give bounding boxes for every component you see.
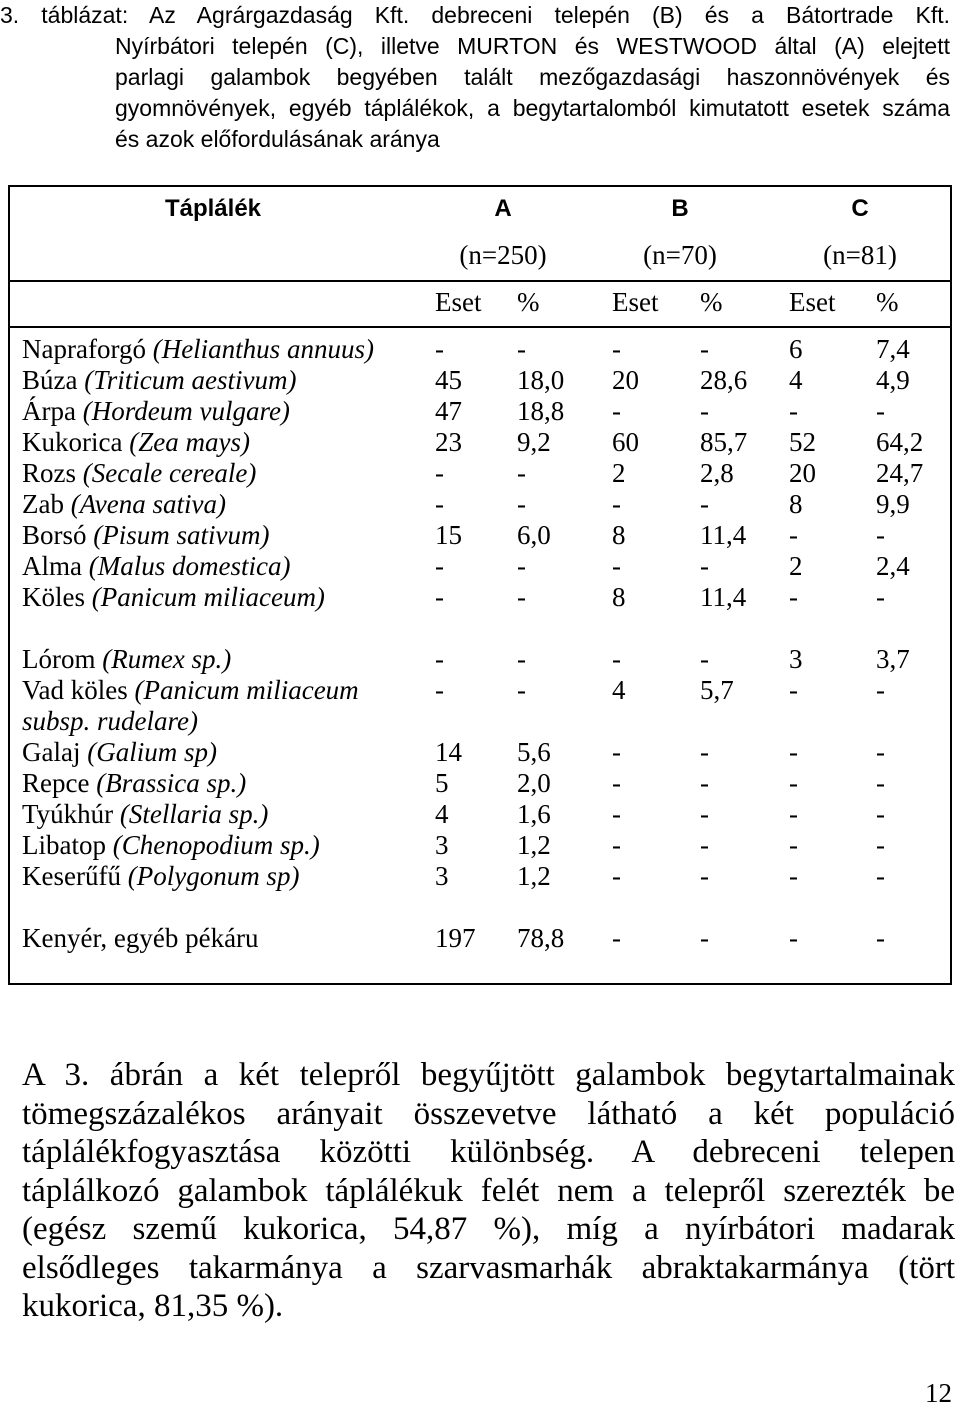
cell-b-eset: -: [612, 737, 621, 767]
cell-c-eset: -: [789, 799, 798, 829]
cell-c-percent: -: [876, 768, 885, 798]
food-label: [22, 861, 417, 892]
cell-b-eset: 20: [612, 365, 639, 395]
column-header-b: [600, 193, 760, 273]
table-row-group: [22, 334, 942, 613]
cell-c-percent: 24,7: [876, 458, 924, 488]
cell-b-percent: -: [700, 799, 709, 829]
food-name: Galaj: [22, 737, 81, 767]
cell-c-eset: 3: [789, 644, 803, 674]
cell-a-eset: -: [435, 582, 444, 612]
food-name: Rozs: [22, 458, 76, 488]
food-label: [22, 334, 417, 365]
table-row: [22, 365, 942, 396]
scientific-name: (Panicum miliaceum subsp. rudelare): [22, 675, 359, 736]
cell-a-eset: 47: [435, 396, 462, 426]
cell-a-eset: 3: [435, 830, 449, 860]
subheader-percent: %: [876, 287, 899, 317]
food-label: [22, 365, 417, 396]
cell-a-eset: 15: [435, 520, 462, 550]
cell-c-percent: 4,9: [876, 365, 910, 395]
paragraph-line: táplálékfogyasztása közötti különbség. A debreceni telepen: [22, 1134, 955, 1170]
table-row: [22, 489, 942, 520]
cell-c-eset: -: [789, 830, 798, 860]
cell-b-percent: -: [700, 551, 709, 581]
table-row: [22, 675, 942, 737]
food-label: [22, 737, 417, 768]
subheader-eset: Eset: [435, 287, 482, 317]
cell-c-eset: 6: [789, 334, 803, 364]
cell-b-eset: -: [612, 551, 621, 581]
cell-c-percent: -: [876, 923, 885, 953]
food-label: [22, 582, 417, 613]
cell-a-percent: 1,2: [517, 861, 551, 891]
food-name: Libatop: [22, 830, 106, 860]
cell-a-percent: 78,8: [517, 923, 565, 953]
cell-c-percent: -: [876, 861, 885, 891]
cell-b-eset: -: [612, 334, 621, 364]
cell-b-percent: -: [700, 768, 709, 798]
column-header-a: [423, 193, 583, 273]
cell-c-percent: -: [876, 799, 885, 829]
table-row: [22, 768, 942, 799]
table-row: [22, 334, 942, 365]
cell-b-eset: -: [612, 768, 621, 798]
scientific-name: (Brassica sp.): [96, 768, 247, 798]
cell-c-eset: -: [789, 737, 798, 767]
cell-a-eset: 5: [435, 768, 449, 798]
cell-c-eset: 8: [789, 489, 803, 519]
caption-line: 3. táblázat: Az Agrárgazdaság Kft. debreceni telepén (B) és a Bátortrade Kft.: [0, 2, 950, 28]
cell-a-percent: 18,0: [517, 365, 565, 395]
cell-c-percent: 9,9: [876, 489, 910, 519]
cell-a-percent: 2,0: [517, 768, 551, 798]
cell-b-percent: 11,4: [700, 582, 747, 612]
cell-b-eset: -: [612, 830, 621, 860]
cell-c-percent: -: [876, 675, 885, 705]
table-row: [22, 520, 942, 551]
food-name: Kukorica: [22, 427, 123, 457]
food-name: Lórom: [22, 644, 96, 674]
table-row: [22, 923, 942, 954]
subheader-percent: %: [517, 287, 540, 317]
cell-a-percent: 6,0: [517, 520, 551, 550]
food-name: Zab: [22, 489, 64, 519]
table-row: [22, 458, 942, 489]
table-row: [22, 830, 942, 861]
subheader-eset: Eset: [612, 287, 659, 317]
caption-line: parlagi galambok begyében talált mezőgazdasági haszonnövények és: [115, 64, 950, 90]
cell-a-percent: -: [517, 582, 526, 612]
cell-a-eset: -: [435, 489, 444, 519]
body-paragraph: [22, 1056, 955, 1326]
food-name: Tyúkhúr: [22, 799, 114, 829]
food-name: Kenyér, egyéb pékáru: [22, 923, 259, 953]
table-row: [22, 861, 942, 892]
table-row: [22, 799, 942, 830]
cell-c-eset: -: [789, 582, 798, 612]
cell-c-eset: -: [789, 675, 798, 705]
food-name: Alma: [22, 551, 82, 581]
cell-a-percent: -: [517, 489, 526, 519]
food-label: [22, 799, 417, 830]
cell-b-eset: 8: [612, 520, 626, 550]
cell-b-percent: -: [700, 489, 709, 519]
cell-a-percent: 1,6: [517, 799, 551, 829]
cell-a-eset: -: [435, 644, 444, 674]
cell-b-percent: 85,7: [700, 427, 748, 457]
cell-a-eset: 4: [435, 799, 449, 829]
cell-c-eset: -: [789, 520, 798, 550]
caption-line: gyomnövények, egyéb táplálékok, a begytartalomból kimutatott esetek száma: [115, 95, 950, 121]
cell-b-eset: -: [612, 489, 621, 519]
paragraph-line: elsődleges takarmánya a szarvasmarhák abraktakarmánya (tört: [22, 1249, 955, 1286]
cell-a-percent: 5,6: [517, 737, 551, 767]
cell-a-percent: -: [517, 551, 526, 581]
paragraph-line: tömegszázalékos arányait összevetve látható a két populáció: [22, 1095, 955, 1132]
sample-size-label: (n=70): [643, 240, 717, 270]
scientific-name: (Pisum sativum): [93, 520, 270, 550]
table-row: [22, 396, 942, 427]
column-group-label: C: [851, 195, 869, 222]
cell-c-eset: -: [789, 768, 798, 798]
caption-line: Nyírbátori telepén (C), illetve MURTON és WESTWOOD által (A) elejtett: [115, 33, 950, 59]
cell-a-percent: -: [517, 644, 526, 674]
paragraph-line: (egész szemű kukorica, 54,87 %), míg a nyírbátori madarak: [22, 1211, 955, 1247]
table-row-group: [22, 923, 942, 954]
cell-b-percent: 5,7: [700, 675, 734, 705]
cell-b-percent: 2,8: [700, 458, 734, 488]
cell-a-eset: 3: [435, 861, 449, 891]
cell-a-eset: 14: [435, 737, 462, 767]
cell-c-percent: 7,4: [876, 334, 910, 364]
food-name: Borsó: [22, 520, 87, 550]
table-row: [22, 644, 942, 675]
column-header-food: Táplálék: [164, 195, 262, 222]
cell-a-eset: 45: [435, 365, 462, 395]
food-label: [22, 675, 417, 737]
cell-c-percent: -: [876, 396, 885, 426]
cell-b-eset: -: [612, 923, 621, 953]
cell-c-eset: -: [789, 923, 798, 953]
food-name: Köles: [22, 582, 85, 612]
food-label: [22, 923, 417, 954]
scientific-name: (Rumex sp.): [102, 644, 232, 674]
cell-a-eset: -: [435, 551, 444, 581]
cell-b-eset: 60: [612, 427, 639, 457]
food-label: [22, 427, 417, 458]
sample-size-label: (n=81): [823, 240, 897, 270]
scientific-name: (Polygonum sp): [127, 861, 300, 891]
food-name: Vad köles: [22, 675, 128, 705]
scientific-name: (Avena sativa): [70, 489, 226, 519]
page-number: 12: [925, 1378, 952, 1408]
cell-b-percent: -: [700, 861, 709, 891]
column-group-label: A: [494, 195, 512, 222]
cell-b-eset: -: [612, 644, 621, 674]
cell-b-percent: -: [700, 923, 709, 953]
sample-size-label: (n=250): [459, 240, 547, 270]
header-divider: [8, 326, 952, 328]
column-header-c: [780, 193, 940, 273]
cell-b-percent: -: [700, 334, 709, 364]
cell-a-percent: -: [517, 458, 526, 488]
table-row: [22, 737, 942, 768]
column-group-label: B: [671, 195, 689, 222]
cell-b-percent: 11,4: [700, 520, 747, 550]
paragraph-line: kukorica, 81,35 %).: [22, 1288, 284, 1324]
cell-c-eset: 2: [789, 551, 803, 581]
cell-a-eset: 23: [435, 427, 462, 457]
data-table: [8, 185, 952, 985]
cell-c-percent: -: [876, 582, 885, 612]
cell-b-percent: -: [700, 644, 709, 674]
scientific-name: (Malus domestica): [88, 551, 291, 581]
cell-c-percent: -: [876, 830, 885, 860]
subheader-eset: Eset: [789, 287, 836, 317]
food-name: Árpa: [22, 396, 76, 426]
cell-b-eset: -: [612, 799, 621, 829]
cell-a-eset: -: [435, 458, 444, 488]
cell-c-percent: -: [876, 520, 885, 550]
cell-a-percent: 1,2: [517, 830, 551, 860]
cell-a-percent: 18,8: [517, 396, 565, 426]
food-label: [22, 768, 417, 799]
paragraph-line: A 3. ábrán a két telepről begyűjtött galambok begytartalmainak: [22, 1057, 955, 1093]
table-row-group: [22, 644, 942, 892]
scientific-name: (Triticum aestivum): [84, 365, 297, 395]
cell-c-eset: 4: [789, 365, 803, 395]
scientific-name: (Stellaria sp.): [119, 799, 269, 829]
scientific-name: (Helianthus annuus): [152, 334, 374, 364]
cell-a-eset: -: [435, 675, 444, 705]
cell-a-eset: 197: [435, 923, 476, 953]
paragraph-line: táplálkozó galambok táplálékuk felét nem a telepről szerezték be: [22, 1172, 955, 1209]
cell-b-percent: -: [700, 396, 709, 426]
food-label: [22, 396, 417, 427]
subheader-percent: %: [700, 287, 723, 317]
cell-a-percent: -: [517, 334, 526, 364]
cell-b-eset: 4: [612, 675, 626, 705]
cell-a-percent: -: [517, 675, 526, 705]
cell-c-percent: 64,2: [876, 427, 924, 457]
header-divider: [8, 280, 952, 282]
table-caption: [0, 0, 950, 155]
food-label: [22, 489, 417, 520]
scientific-name: (Zea mays): [129, 427, 250, 457]
table-row: [22, 582, 942, 613]
cell-c-percent: -: [876, 737, 885, 767]
table-body: [22, 334, 942, 985]
food-name: Repce: [22, 768, 90, 798]
scientific-name: (Chenopodium sp.): [112, 830, 320, 860]
cell-b-eset: -: [612, 396, 621, 426]
cell-c-percent: 2,4: [876, 551, 910, 581]
food-label: [22, 830, 417, 861]
food-name: Napraforgó: [22, 334, 146, 364]
cell-c-eset: 52: [789, 427, 816, 457]
cell-b-eset: -: [612, 861, 621, 891]
cell-b-eset: 2: [612, 458, 626, 488]
scientific-name: (Galium sp): [87, 737, 217, 767]
cell-b-percent: -: [700, 737, 709, 767]
cell-a-percent: 9,2: [517, 427, 551, 457]
food-name: Keserűfű: [22, 861, 121, 891]
cell-a-eset: -: [435, 334, 444, 364]
cell-b-eset: 8: [612, 582, 626, 612]
table-row: [22, 551, 942, 582]
food-label: [22, 520, 417, 551]
food-label: [22, 551, 417, 582]
scientific-name: (Hordeum vulgare): [82, 396, 290, 426]
cell-c-percent: 3,7: [876, 644, 910, 674]
food-name: Búza: [22, 365, 78, 395]
cell-c-eset: 20: [789, 458, 816, 488]
cell-b-percent: -: [700, 830, 709, 860]
table-row: [22, 427, 942, 458]
food-label: [22, 644, 417, 675]
cell-c-eset: -: [789, 861, 798, 891]
scientific-name: (Panicum miliaceum): [91, 582, 325, 612]
caption-line: és azok előfordulásának aránya: [115, 126, 440, 152]
cell-b-percent: 28,6: [700, 365, 748, 395]
cell-c-eset: -: [789, 396, 798, 426]
scientific-name: (Secale cereale): [82, 458, 257, 488]
food-label: [22, 458, 417, 489]
